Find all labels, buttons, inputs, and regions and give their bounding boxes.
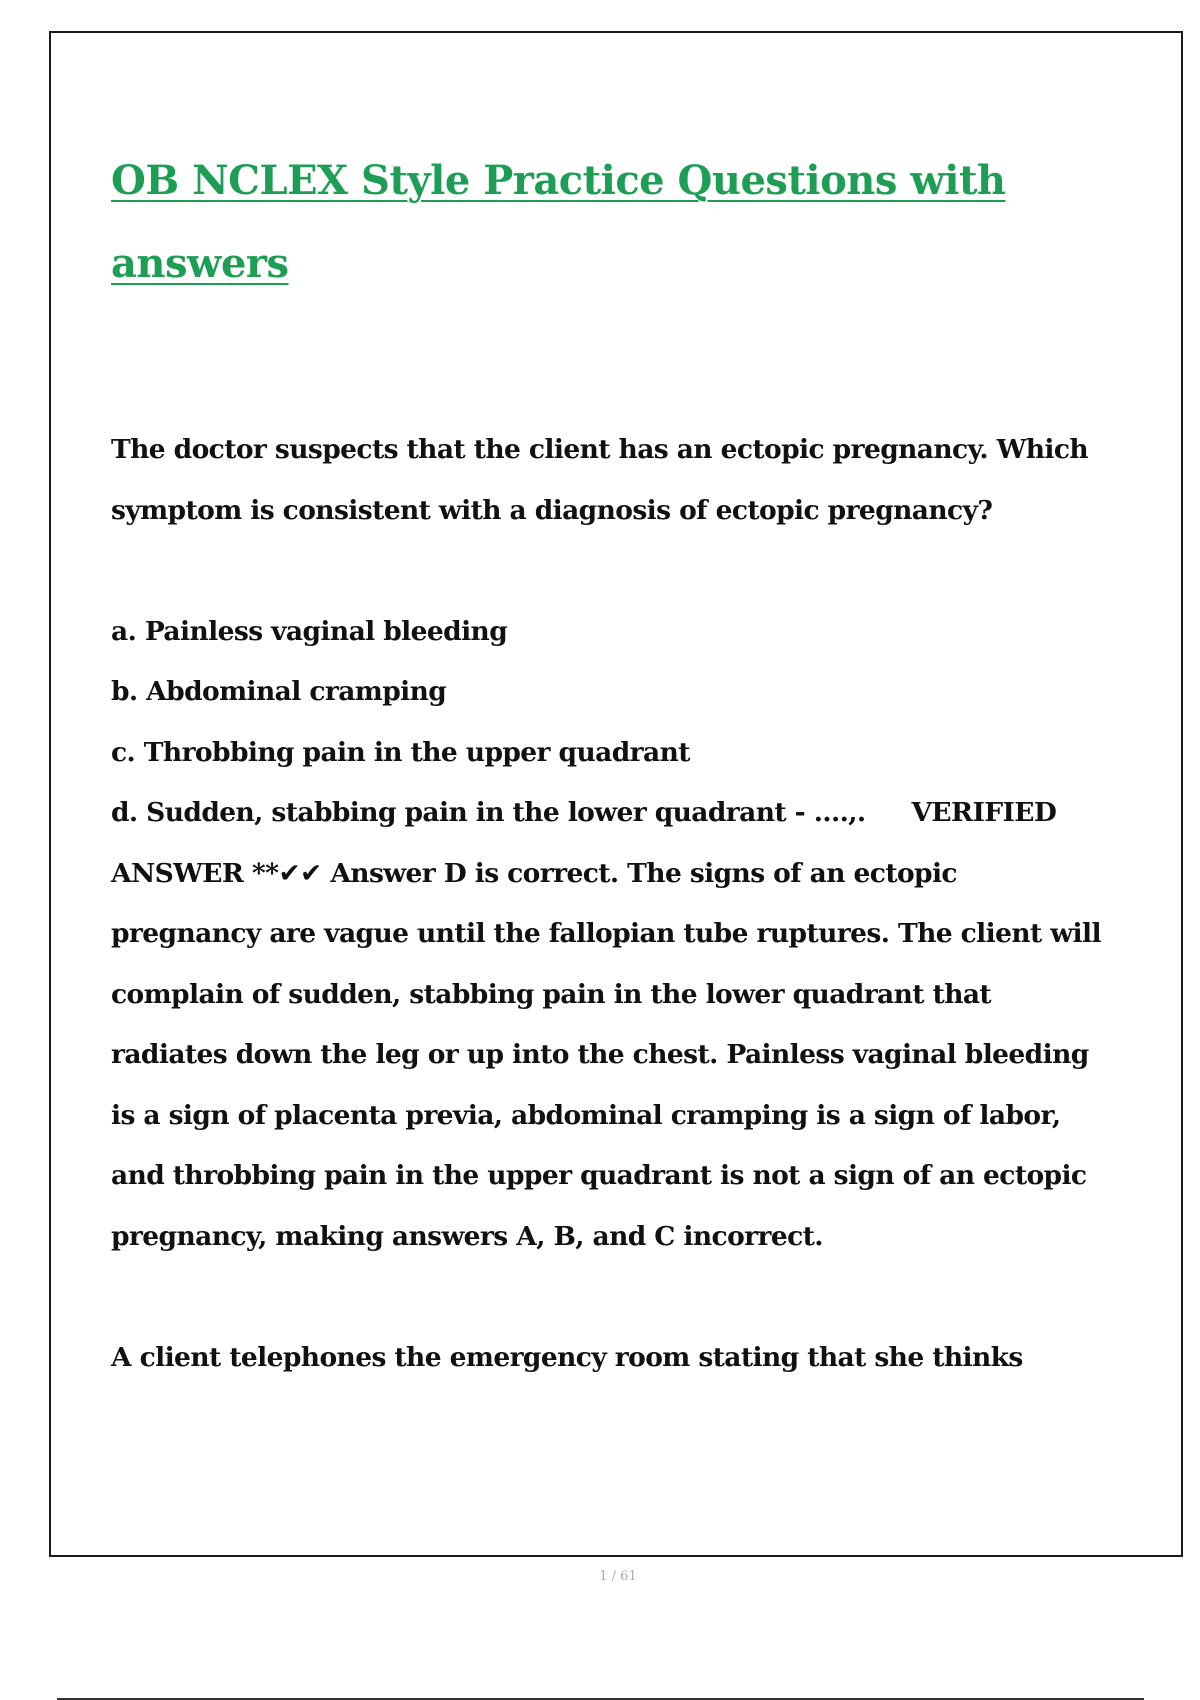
verified-answer-label: VERIFIED ANSWER ** bbox=[111, 797, 1057, 889]
paragraph-gap bbox=[111, 541, 1111, 602]
question-1-option-c: c. Throbbing pain in the upper quadrant bbox=[111, 736, 690, 768]
question-1-option-b: b. Abdominal cramping bbox=[111, 676, 447, 707]
question-1-option-a: a. Painless vaginal bleeding bbox=[111, 615, 508, 647]
question-1-answer-block bbox=[111, 783, 1111, 1267]
page-number: 1 / 61 bbox=[599, 1569, 637, 1584]
question-2-stem: A client telephones the emergency room stating that she thinks bbox=[111, 1341, 1023, 1373]
paragraph-gap bbox=[111, 1267, 1111, 1328]
document-body bbox=[111, 420, 1111, 1388]
document-page bbox=[49, 31, 1183, 1584]
check-mark-icon: ✔✔ bbox=[278, 857, 322, 889]
question-1-stem: The doctor suspects that the client has an ectopic pregnancy. Which symptom is consistent with a diagnosis of ectopic pregnancy? bbox=[111, 434, 1089, 526]
document-title: OB NCLEX Style Practice Questions with answers bbox=[111, 157, 1006, 287]
question-1-rationale: Answer D is correct. The signs of an ectopic pregnancy are vague until the fallopian tube ruptures. The client will complain of sudden, stabbing pain in the lower quadrant that radiates down the leg or up into the chest. Painless vaginal bleeding is a sign of placenta previa, abdominal cramping is a sign of labor, and throbbing pain in the upper quadrant is not a sign of an ectopic pregnancy, making answers A, B, and C incorrect. bbox=[111, 857, 1101, 1252]
question-1-option-d: d. Sudden, stabbing pain in the lower quadrant - ....,. bbox=[111, 797, 866, 828]
